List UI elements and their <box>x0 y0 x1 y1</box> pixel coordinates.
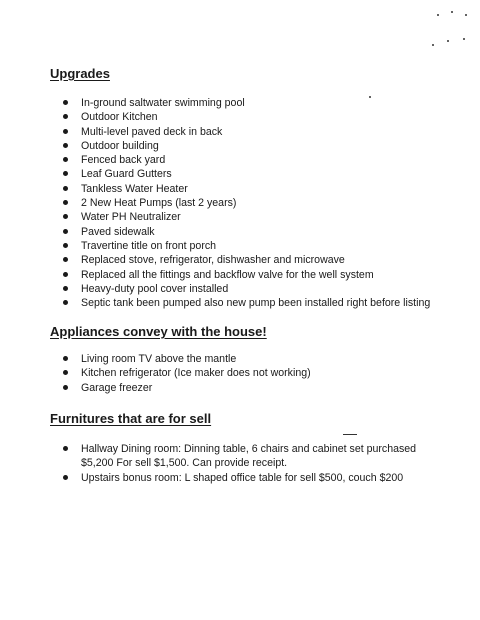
list-item-text: 2 New Heat Pumps (last 2 years) <box>81 197 237 210</box>
list-item-text: Septic tank been pumped also new pump been installed right before listing <box>81 297 431 310</box>
appliances-list <box>62 352 462 395</box>
list-item <box>62 210 462 224</box>
bullet-icon <box>63 100 68 105</box>
list-item <box>62 239 462 253</box>
list-item <box>62 366 462 380</box>
list-item <box>62 268 462 282</box>
list-item-text: Replaced all the fittings and backflow valve for the well system <box>81 268 374 281</box>
bullet-icon <box>63 229 68 234</box>
list-item <box>62 153 462 167</box>
list-item-text: Water PH Neutralizer <box>81 211 181 224</box>
list-item-text: Hallway Dining room: Dinning table, 6 chairs and cabinet set purchased $5,200 For sell $1,500. Can provide receipt. <box>81 443 417 470</box>
bullet-icon <box>63 370 68 375</box>
upgrades-heading: Upgrades <box>50 66 110 81</box>
scan-speck <box>437 14 439 16</box>
bullet-icon <box>63 143 68 148</box>
scan-speck <box>343 434 357 435</box>
bullet-icon <box>63 186 68 191</box>
bullet-icon <box>63 200 68 205</box>
list-item-text: Outdoor Kitchen <box>81 111 158 124</box>
list-item <box>62 381 462 395</box>
bullet-icon <box>63 272 68 277</box>
list-item <box>62 282 462 296</box>
furnitures-heading: Furnitures that are for sell <box>50 411 212 426</box>
bullet-icon <box>63 475 68 480</box>
scan-speck <box>447 40 449 42</box>
list-item <box>62 110 462 124</box>
scan-speck <box>465 14 467 16</box>
bullet-icon <box>63 356 68 361</box>
bullet-icon <box>63 286 68 291</box>
list-item-text: Living room TV above the mantle <box>81 353 237 365</box>
list-item <box>62 442 417 471</box>
bullet-icon <box>63 257 68 262</box>
bullet-icon <box>63 114 68 119</box>
list-item-text: Tankless Water Heater <box>81 182 188 195</box>
list-item <box>62 125 462 139</box>
upgrades-list <box>62 96 462 310</box>
list-item <box>62 352 462 366</box>
scan-speck <box>463 38 465 40</box>
scan-speck <box>432 44 434 46</box>
list-item-text: Multi-level paved deck in back <box>81 125 223 138</box>
bullet-icon <box>63 446 68 451</box>
bullet-icon <box>63 157 68 162</box>
list-item-text: Fenced back yard <box>81 154 166 167</box>
list-item <box>62 96 462 110</box>
bullet-icon <box>63 300 68 305</box>
list-item <box>62 253 462 267</box>
bullet-icon <box>63 385 68 390</box>
list-item <box>62 225 462 239</box>
furnitures-list <box>62 442 417 485</box>
scan-speck <box>451 11 453 13</box>
appliances-heading: Appliances convey with the house! <box>50 324 267 339</box>
list-item <box>62 182 462 196</box>
list-item <box>62 471 417 485</box>
list-item-text: Heavy-duty pool cover installed <box>81 282 229 295</box>
list-item <box>62 296 462 310</box>
list-item-text: Travertine title on front porch <box>81 239 217 252</box>
list-item <box>62 139 462 153</box>
list-item-text: Upstairs bonus room: L shaped office table for sell $500, couch $200 <box>81 471 404 484</box>
bullet-icon <box>63 171 68 176</box>
bullet-icon <box>63 243 68 248</box>
list-item-text: Kitchen refrigerator (Ice maker does not working) <box>81 367 311 380</box>
list-item-text: Outdoor building <box>81 139 159 152</box>
bullet-icon <box>63 214 68 219</box>
list-item-text: In-ground saltwater swimming pool <box>81 97 245 109</box>
list-item-text: Paved sidewalk <box>81 225 155 238</box>
list-item <box>62 167 462 181</box>
bullet-icon <box>63 129 68 134</box>
list-item-text: Replaced stove, refrigerator, dishwasher and microwave <box>81 254 345 267</box>
list-item <box>62 196 462 210</box>
list-item-text: Leaf Guard Gutters <box>81 168 172 181</box>
list-item-text: Garage freezer <box>81 381 153 394</box>
